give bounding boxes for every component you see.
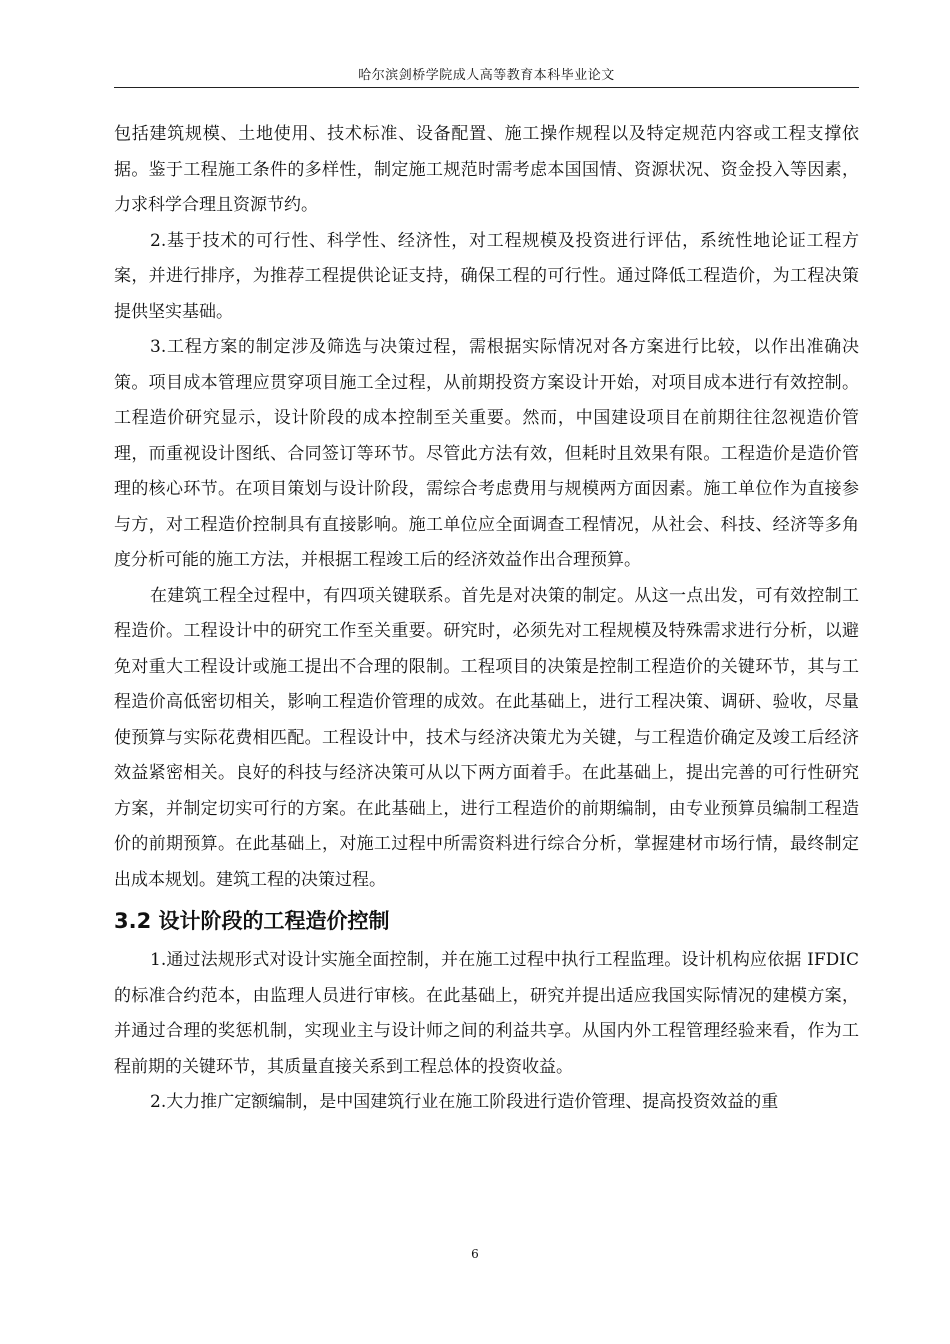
section-heading: 3.2 设计阶段的工程造价控制 <box>114 909 390 933</box>
paragraph: 2.大力推广定额编制，是中国建筑行业在施工阶段进行造价管理、提高投资效益的重 <box>150 1092 779 1112</box>
paragraph: 2.基于技术的可行性、科学性、经济性，对工程规模及投资进行评估，系统性地论证工程方案，并进行排序，为推荐工程提供论证支持，确保工程的可行性。通过降低工程造价，为工程决策提供坚实基础。 <box>114 230 859 322</box>
page-number: 6 <box>471 1247 479 1261</box>
document-body <box>114 117 859 1121</box>
paragraph: 1.通过法规形式对设计实施全面控制，并在施工过程中执行工程监理。设计机构应依据 IFDIC 的标准合约范本，由监理人员进行审核。在此基础上，研究并提出适应我国实际情况的建模方案，并通过合理的奖惩机制，实现业主与设计师之间的利益共享。从国内外工程管理经验来看，作为工程前期的关键环节，其质量直接关系到工程总体的投资收益。 <box>114 950 859 1077</box>
header-divider <box>114 87 859 88</box>
paragraph: 在建筑工程全过程中，有四项关键联系。首先是对决策的制定。从这一点出发，可有效控制工程造价。工程设计中的研究工作至关重要。研究时，必须先对工程规模及特殊需求进行分析，以避免对重大工程设计或施工提出不合理的限制。工程项目的决策是控制工程造价的关键环节，其与工程造价高低密切相关，影响工程造价管理的成效。在此基础上，进行工程决策、调研、验收，尽量使预算与实际花费相匹配。工程设计中，技术与经济决策尤为关键，与工程造价确定及竣工后经济效益紧密相关。良好的科技与经济决策可从以下两方面着手。在此基础上，提出完善的可行性研究方案，并制定切实可行的方案。在此基础上，进行工程造价的前期编制，由专业预算员编制工程造价的前期预算。在此基础上，对施工过程中所需资料进行综合分析，掌握建材市场行情，最终制定出成本规划。建筑工程的决策过程。 <box>114 585 859 890</box>
paragraph: 3.工程方案的制定涉及筛选与决策过程，需根据实际情况对各方案进行比较，以作出准确决策。项目成本管理应贯穿项目施工全过程，从前期投资方案设计开始，对项目成本进行有效控制。工程造价研究显示，设计阶段的成本控制至关重要。然而，中国建设项目在前期往往忽视造价管理，而重视设计图纸、合同签订等环节。尽管此方法有效，但耗时且效果有限。工程造价是造价管理的核心环节。在项目策划与设计阶段，需综合考虑费用与规模两方面因素。施工单位作为直接参与方，对工程造价控制具有直接影响。施工单位应全面调查工程情况，从社会、科技、经济等多角度分析可能的施工方法，并根据工程竣工后的经济效益作出合理预算。 <box>114 337 859 570</box>
page-header: 哈尔滨剑桥学院成人高等教育本科毕业论文 <box>358 68 615 83</box>
paragraph: 包括建筑规模、土地使用、技术标准、设备配置、施工操作规程以及特定规范内容或工程支撑依据。鉴于工程施工条件的多样性，制定施工规范时需考虑本国国情、资源状况、资金投入等因素，力求科学合理且资源节约。 <box>114 124 859 215</box>
